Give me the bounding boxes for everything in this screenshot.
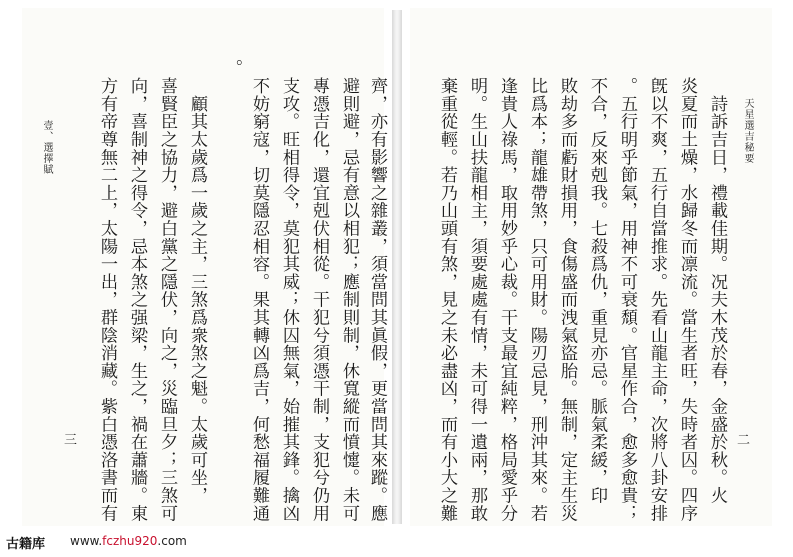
text-column: 避則避，忌有意以相犯；應制則制，休寬縱而憤懥。未可	[339, 77, 359, 522]
footer-watermark	[0, 529, 793, 557]
text-column: 。五行明乎節氣，用神不可衰頹。官星作合，愈多愈貴；	[617, 77, 637, 522]
text-column: 詩訴吉日，禮載佳期。况夫木茂於春，金盛於秋。火	[707, 77, 727, 505]
text-column: 比爲本；龍雄帶煞，只可用財。陽刃忌見，刑沖其來。若	[527, 77, 547, 522]
text-column: 喜賢臣之協力，避白黨之隱伏，向之，災臨旦夕；三煞可	[157, 77, 177, 522]
page-number-left: 三	[64, 433, 78, 448]
text-column: 明。生山扶龍相主，須要處處有情，未可得一遺兩，那敢	[467, 77, 487, 522]
text-column: 旣以不爽，五行自當推求。先看山龍主命，次將八卦安排	[647, 77, 667, 522]
text-column: 專憑吉化，還宜剋伏相從。干犯兮須憑干制，支犯兮仍用	[309, 77, 329, 522]
text-column: 支攻。旺相得令，莫犯其威；休囚無氣，始摧其鋒。擒凶	[279, 77, 299, 522]
text-column: 方有帝尊無二上，太陽一出，群陰消藏。紫白憑洛書而有	[97, 77, 117, 522]
text-column: 炎夏而土燥，水歸冬而凛流。當生者旺，失時者囚。四序	[677, 77, 697, 522]
text-column: 敗劫多而虧財損用，食傷盛而洩氣盜胎。無制，定主生災	[557, 77, 577, 522]
running-header-left: 壹、選擇賦	[41, 120, 52, 175]
book-gutter	[392, 10, 402, 524]
site-url-link[interactable]: www.fczhu920.com	[70, 534, 187, 548]
text-column: 不合，反來剋我。七殺爲仇，重見亦忌。脈氣柔緩，印	[587, 77, 607, 505]
text-column: 逢貴人祿馬，取用妙乎心裁。干支最宜純粹，格局愛乎分	[497, 77, 517, 522]
text-column: 齊，亦有影響之雜叢，須當問其眞假，更當問其來蹤。應	[367, 77, 387, 522]
text-column: 顧其太歲爲一歲之主，三煞爲衆煞之魁。太歲可坐，	[187, 77, 207, 505]
page-number-right: 二	[737, 433, 751, 448]
site-logo: 古籍库	[6, 537, 46, 552]
text-column: 。	[222, 59, 242, 77]
text-column: 棄重從輕。若乃山頭有煞，見之未必盡凶，而有小大之難	[437, 77, 457, 522]
running-header-right: 天星選吉秘要	[742, 98, 753, 164]
text-column: 向，喜制神之得令，忌本煞之强梁，生之，禍在蕭牆。東	[127, 77, 147, 522]
text-column: 不妨窮寇，切莫隱忍相容。果其轉凶爲吉，何愁福履難通	[249, 77, 269, 522]
